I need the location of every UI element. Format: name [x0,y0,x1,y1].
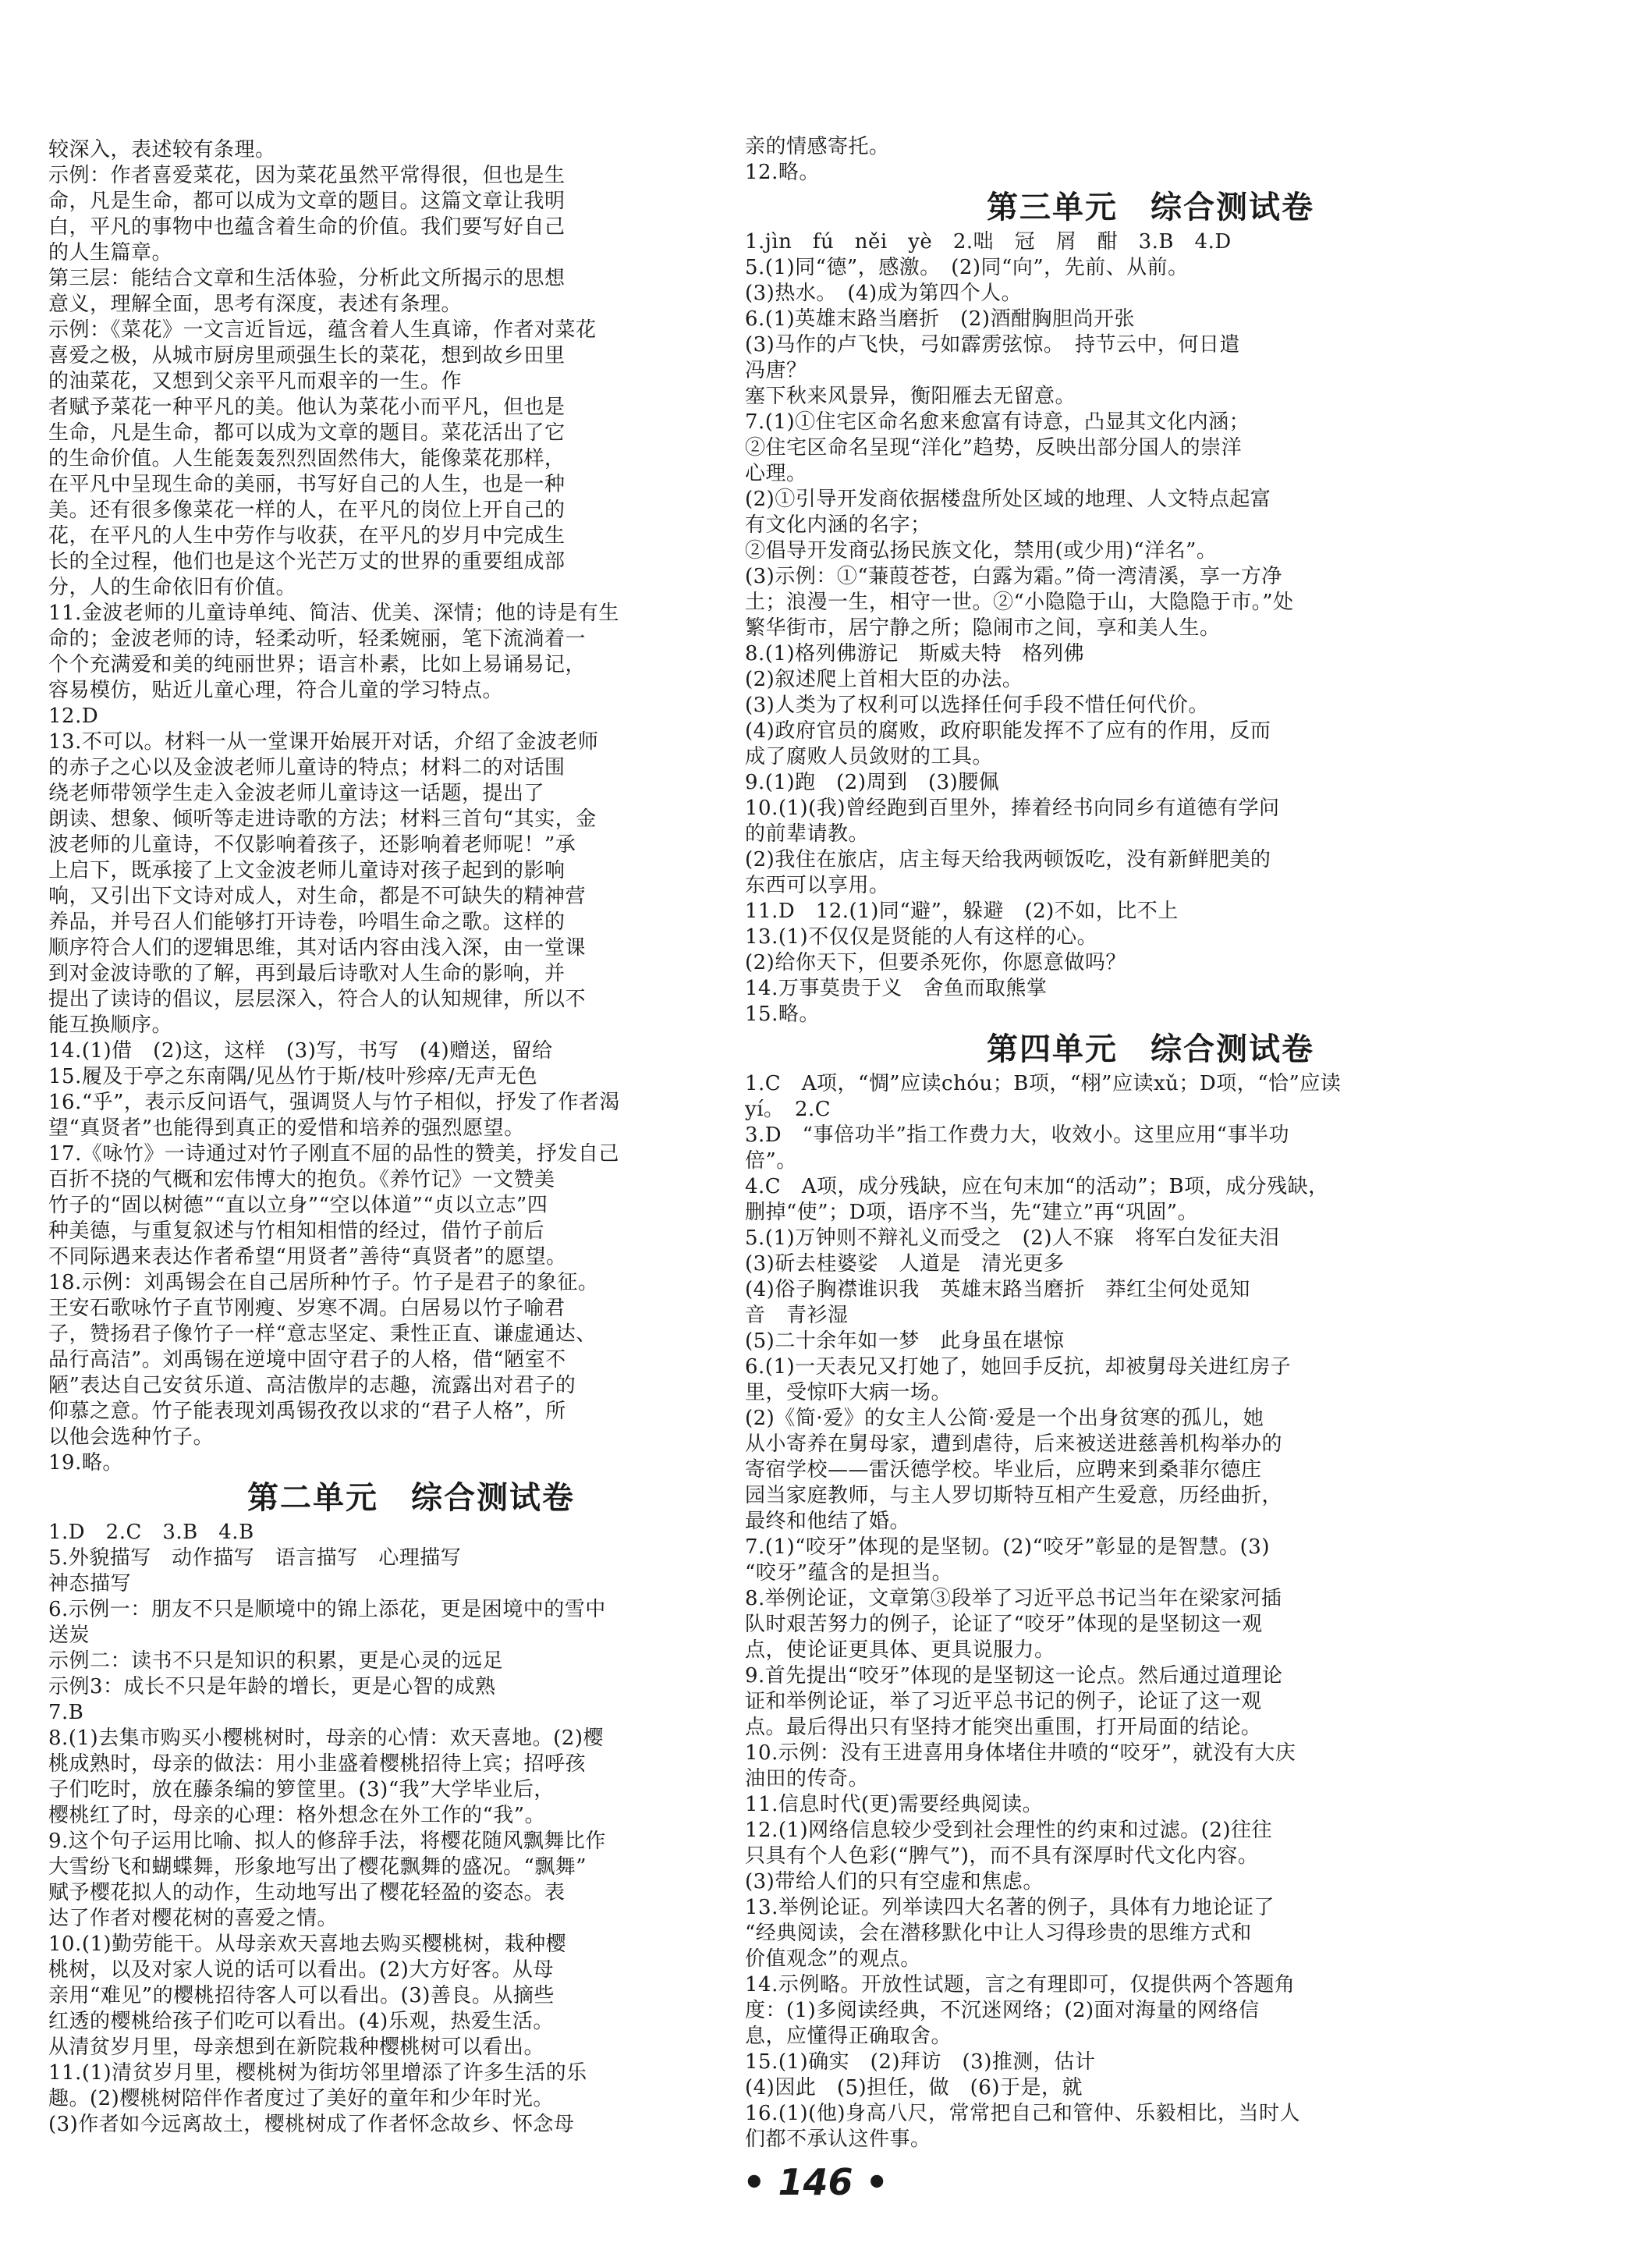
text-line: 白，平凡的事物中也蕴含着生命的价值。我们要写好自己 [48,215,566,239]
text-line: 百折不挠的气概和宏伟博大的抱负。《养竹记》一文赞美 [48,1168,555,1191]
text-line: 的油菜花，又想到父亲平凡而艰辛的一生。作 [48,370,463,393]
text-line: (2)给你天下，但要杀死你，你愿意做吗？ [745,951,1126,974]
text-line: ②倡导开发商弘扬民族文化，禁用(或少用)“洋名”。 [745,539,1218,563]
text-line: 8.(1)格列佛游记 斯威夫特 格列佛 [745,642,1085,665]
text-line: 第三层：能结合文章和生活体验，分析此文所揭示的思想 [48,267,566,290]
text-line: 价值观念”的观点。 [745,1947,921,1971]
text-line: 1.jìn fú něi yè 2.咄 冠 屑 酣 3.B 4.D [745,230,1232,254]
text-line: 从清贫岁月里，母亲想到在新院栽种樱桃树可以看出。 [48,2036,545,2059]
text-line: 示例3：成长不只是年龄的增长，更是心智的成熟 [48,1675,496,1698]
left-column [48,137,774,2138]
text-line: 的前辈请教。 [745,822,870,846]
text-line: 19.略。 [48,1451,123,1475]
text-line: 示例二：读书不只是知识的积累，更是心灵的远足 [48,1649,504,1673]
text-line: 15.略。 [745,1003,820,1026]
text-line: 13.举例论证。列举读四大名著的例子，具体有力地论证了 [745,1896,1275,1919]
text-line: 趣。(2)樱桃树陪伴作者度过了美好的童年和少年时光。 [48,2087,554,2110]
text-line: 神态描写 [48,1572,132,1595]
text-line: (4)政府官员的腐败，政府职能发挥不了应有的作用，反而 [745,719,1271,743]
text-line: 朗读、想象、倾听等走进诗歌的方法；材料三首句“其实，金 [48,807,597,831]
text-line: 11.D 12.(1)同“避”，躲避 (2)不如，比不上 [745,900,1179,923]
text-line: 在平凡中呈现生命的美丽，书写好自己的人生，也是一种 [48,473,566,496]
text-line: 子，赞扬君子像竹子一样“意志坚定、秉性正直、谦虚通达、 [48,1322,597,1346]
text-line: 竹子的“固以树德”“直以立身”“空以体道”“贞以立志”四 [48,1194,548,1217]
text-line: (3)斫去桂婆娑 人道是 清光更多 [745,1252,1065,1276]
text-line: 16.“乎”，表示反问语气，强调贤人与竹子相似，抒发了作者渴 [48,1091,620,1114]
text-line: (5)二十余年如一梦 此身虽在堪惊 [745,1329,1065,1353]
text-line: 仰慕之意。竹子能表现刘禹锡孜孜以求的“君子人格”，所 [48,1400,566,1423]
text-line: 从小寄养在舅母家，遭到虐待，后来被送进慈善机构举办的 [745,1432,1283,1456]
text-line: 3.D “事倍功半”指工作费力大，收效小。这里应用“事半功 [745,1123,1290,1147]
section-title: 第二单元 综合测试卷 [247,1480,575,1516]
text-line: (2)叙述爬上首相大臣的办法。 [745,668,1023,691]
text-line: 赋予樱花拟人的动作，生动地写出了樱花轻盈的姿态。表 [48,1881,566,1904]
text-line: 14.示例略。开放性试题，言之有理即可，仅提供两个答题角 [745,1973,1296,1996]
text-line: 10.示例：没有王进喜用身体堵住井喷的“咬牙”，就没有大庆 [745,1741,1296,1765]
text-line: (3)示例：①“蒹葭苍苍，白露为霜。”倚一湾清溪，享一方净 [745,565,1282,588]
text-line: 大雪纷飞和蝴蝶舞，形象地写出了樱花飘舞的盛况。“飘舞” [48,1855,587,1879]
text-line: 7.B [48,1701,84,1724]
text-line: 17.《咏竹》一诗通过对竹子刚直不屈的品性的赞美，抒发自己 [48,1142,619,1166]
text-line: 命的；金波老师的诗，轻柔动听，轻柔婉丽，笔下流淌着一 [48,627,587,651]
text-line: 亲用“难见”的樱桃招待客人可以看出。(3)善良。从摘些 [48,1984,555,2007]
text-line: 7.(1)“咬牙”体现的是坚韧。(2)“咬牙”彰显的是智慧。(3) [745,1535,1270,1559]
text-line: 土；浪漫一生，相守一世。②“小隐隐于山，大隐隐于市。”处 [745,591,1294,614]
text-line: 里，受惊吓大病一场。 [745,1381,952,1404]
text-line: (3)热水。 (4)成为第四个人。 [745,282,1023,305]
text-line: 上启下，既承接了上文金波老师儿童诗对孩子起到的影响 [48,859,566,882]
text-line: 美。还有很多像菜花一样的人，在平凡的岗位上开自己的 [48,499,566,522]
text-line: 命，凡是生命，都可以成为文章的题目。这篇文章让我明 [48,190,566,213]
text-line: 送炭 [48,1624,90,1647]
text-line: 寄宿学校——雷沃德学校。毕业后，应聘来到桑菲尔德庄 [745,1458,1262,1482]
text-line: 达了作者对樱花树的喜爱之情。 [48,1907,339,1930]
text-line: 王安石歌咏竹子直节刚瘦、岁寒不凋。白居易以竹子喻君 [48,1297,566,1320]
text-line: 点，使论证更具体、更具说服力。 [745,1638,1055,1662]
right-column [745,134,1556,2153]
text-line: 的赤子之心以及金波老师儿童诗的特点；材料二的对话围 [48,756,566,779]
text-line: (4)俗子胸襟谁识我 英雄末路当磨折 莽红尘何处觅知 [745,1278,1250,1301]
text-line: 11.(1)清贫岁月里，樱桃树为街坊邻里增添了许多生活的乐 [48,2061,587,2085]
text-line: 顺序符合人们的逻辑思维，其对话内容由浅入深，由一堂课 [48,936,587,960]
text-line: 提出了读诗的倡议，层层深入，符合人的认知规律，所以不 [48,988,587,1011]
text-line: 响，又引出下文诗对成人，对生命，都是不可缺失的精神营 [48,885,587,908]
text-line: 以他会选种竹子。 [48,1425,215,1449]
text-line: 意义，理解全面，思考有深度，表述有条理。 [48,293,463,316]
text-line: 10.(1)(我)曾经跑到百里外，捧着经书向同乡有道德有学问 [745,797,1280,820]
text-line: 6.示例一：朋友不只是顺境中的锦上添花，更是困境中的雪中 [48,1598,606,1621]
text-line: 12.(1)网络信息较少受到社会理性的约束和过滤。(2)往往 [745,1819,1273,1842]
text-line: 个个充满爱和美的纯丽世界；语言朴素，比如上易诵易记， [48,653,587,676]
text-line: 子们吃时，放在藤条编的箩筐里。(3)“我”大学毕业后， [48,1778,555,1801]
text-line: 4.C A项，成分残缺，应在句末加“的活动”；B项，成分残缺， [745,1175,1329,1198]
text-line: 6.(1)一天表兄又打她了，她回手反抗，却被舅母关进红房子 [745,1355,1292,1379]
text-line: (2)《简·爱》的女主人公简·爱是一个出身贫寒的孤儿，她 [745,1407,1264,1430]
text-line: 花，在平凡的人生中劳作与收获，在平凡的岁月中完成生 [48,524,566,548]
text-line: 塞下秋来风景异，衡阳雁去无留意。 [745,385,1076,408]
text-line: 9.(1)跑 (2)周到 (3)腰佩 [745,771,1000,794]
text-line: 点。最后得出只有坚持才能突出重围，打开局面的结论。 [745,1716,1262,1739]
text-line: 种美德，与重复叙述与竹相知相惜的经过，借竹子前后 [48,1219,545,1243]
text-line: 10.(1)勤劳能干。从母亲欢天喜地去购买樱桃树，栽种樱 [48,1933,567,1956]
text-line: 喜爱之极，从城市厨房里顽强生长的菜花，想到故乡田里 [48,344,566,367]
text-line: 18.示例：刘禹锡会在自己居所种竹子。竹子是君子的象征。 [48,1271,599,1294]
text-line: 只具有个人色彩(“脾气”)，而不具有深厚时代文化内容。 [745,1844,1259,1868]
text-line: 桃树，以及对家人说的话可以看出。(2)大方好客。从母 [48,1958,554,1982]
text-line: 9.首先提出“咬牙”体现的是坚韧这一论点。然后通过道理论 [745,1664,1283,1688]
text-line: 15.履及于亭之东南隅/见丛竹于斯/枝叶殄瘁/无声无色 [48,1065,538,1088]
text-line: 12.D [48,705,99,728]
text-line: 队时艰苦努力的例子，论证了“咬牙”体现的是坚韧这一观 [745,1613,1263,1636]
text-line: 心理。 [745,462,807,485]
text-line: ②住宅区命名呈现“洋化”趋势，反映出部分国人的崇洋 [745,436,1243,460]
text-line: 有文化内涵的名字； [745,513,931,537]
text-line: 15.(1)确实 (2)拜访 (3)推测，估计 [745,2050,1096,2074]
text-line: “经典阅读，会在潜移默化中让人习得珍贵的思维方式和 [745,1922,1252,1945]
text-line: 绕老师带领学生走入金波老师儿童诗这一话题，提出了 [48,782,545,805]
text-line: 到对金波诗歌的了解，再到最后诗歌对人生命的影响，并 [48,962,566,985]
text-line: 5.(1)万钟则不辩礼义而受之 (2)人不寐 将军白发征夫泪 [745,1226,1280,1250]
text-line: 生命，凡是生命，都可以成为文章的题目。菜花活出了它 [48,421,566,445]
text-line: 养品，并号召人们能够打开诗卷，吟唱生命之歌。这样的 [48,910,566,934]
text-line: 示例：作者喜爱菜花，因为菜花虽然平常得很，但也是生 [48,164,566,187]
text-line: 的生命价值。人生能轰轰烈烈固然伟大，能像菜花那样， [48,447,566,470]
text-line: 倍”。 [745,1149,797,1173]
text-line: 东西可以享用。 [745,874,890,897]
text-line: 的人生篇章。 [48,241,173,264]
text-line: 分，人的生命依旧有价值。 [48,576,297,599]
text-line: 冯唐？ [745,359,807,382]
text-line: 12.略。 [745,161,820,184]
text-line: (4)因此 (5)担任，做 (6)于是，就 [745,2076,1083,2099]
page-number: • 146 • [743,2161,888,2203]
text-line: (2)我住在旅店，店主每天给我两顿饭吃，没有新鲜肥美的 [745,848,1271,871]
text-line: 较深入，表述较有条理。 [48,138,276,161]
text-line: 11.信息时代(更)需要经典阅读。 [745,1793,1044,1816]
text-line: 8.(1)去集市购买小樱桃树时，母亲的心情：欢天喜地。(2)樱 [48,1727,604,1750]
text-line: 樱桃红了时，母亲的心理：格外想念在外工作的“我”。 [48,1804,546,1827]
text-line: 陋”表达自己安贫乐道、高洁傲岸的志趣，流露出对君子的 [48,1374,576,1397]
text-line: 7.(1)①住宅区命名愈来愈富有诗意，凸显其文化内涵； [745,410,1250,434]
text-line: 油田的传奇。 [745,1767,870,1791]
text-line: 品行高洁”。刘禹锡在逆境中固守君子的人格，借“陋室不 [48,1348,566,1372]
text-line: 度：(1)多阅读经典，不沉迷网络；(2)面对海量的网络信 [745,1999,1260,2022]
text-line: 成了腐败人员敛财的工具。 [745,745,994,768]
text-line: 能互换顺序。 [48,1013,173,1037]
text-line: 5.(1)同“德”，感激。 (2)同“向”，先前、从前。 [745,256,1189,279]
text-line: 1.D 2.C 3.B 4.B [48,1521,254,1544]
text-line: “咬牙”蕴含的是担当。 [745,1561,953,1585]
text-line: (3)马作的卢飞快，弓如霹雳弦惊。 持节云中，何日遣 [745,333,1240,357]
text-line: (2)①引导开发商依据楼盘所处区域的地理、人文特点起富 [745,488,1271,511]
text-line: 亲的情感寄托。 [745,135,890,158]
text-line: 波老师的儿童诗，不仅影响着孩子，还影响着老师呢！”承 [48,833,576,857]
text-line: 红透的樱桃给孩子们吃可以看出。(4)乐观，热爱生活。 [48,2010,554,2033]
text-line: (3)人类为了权利可以选择任何手段不惜任何代价。 [745,694,1209,717]
text-line: 繁华街市，居宁静之所；隐闹市之间，享和美人生。 [745,616,1221,640]
text-line: 删掉“使”；D项，语序不当，先“建立”再“巩固”。 [745,1201,1199,1224]
text-line: 园当家庭教师，与主人罗切斯特互相产生爱意，历经曲折， [745,1484,1283,1507]
text-line: 13.(1)不仅仅是贤能的人有这样的心。 [745,925,1098,949]
text-line: (3)带给人们的只有空虚和焦虑。 [745,1870,1044,1894]
text-line: 们都不承认这件事。 [745,2128,931,2151]
text-line: 8.举例论证，文章第③段举了习近平总书记当年在梁家河插 [745,1587,1282,1610]
text-line: 证和举例论证，举了习近平总书记的例子，论证了这一观 [745,1690,1262,1713]
text-line: 1.C A项，“惆”应读chóu；B项，“栩”应读xǔ；D项，“恰”应读 [745,1072,1342,1095]
text-line: 最终和他结了婚。 [745,1510,911,1533]
text-line: 9.这个句子运用比喻、拟人的修辞手法，将樱花随风飘舞比作 [48,1830,606,1853]
text-line: 16.(1)(他)身高八尺，常常把自己和管仲、乐毅相比，当时人 [745,2102,1300,2125]
text-line: 长的全过程，他们也是这个光芒万丈的世界的重要组成部 [48,550,566,573]
text-line: 音 青衫湿 [745,1304,849,1327]
text-line: 桃成熟时，母亲的做法：用小韭盛着樱桃招待上宾；招呼孩 [48,1752,587,1776]
text-line: 11.金波老师的儿童诗单纯、简洁、优美、深情；他的诗是有生 [48,602,619,625]
text-line: (3)作者如今远离故土，樱桃树成了作者怀念故乡、怀念母 [48,2113,575,2136]
text-line: 息，应懂得正确取舍。 [745,2025,952,2048]
section-title: 第四单元 综合测试卷 [987,1031,1314,1067]
text-line: 不同际遇来表达作者希望“用贤者”善待“真贤者”的愿望。 [48,1245,567,1269]
text-line: 容易模仿，贴近儿童心理，符合儿童的学习特点。 [48,679,504,702]
text-line: 望“真贤者”也能得到真正的爱惜和培养的强烈愿望。 [48,1116,525,1140]
text-line: 14.万事莫贵于义 舍鱼而取熊掌 [745,977,1048,1000]
text-line: 5.外貌描写 动作描写 语言描写 心理描写 [48,1546,462,1570]
text-line: yí。 2.C [745,1098,831,1121]
text-line: 6.(1)英雄末路当磨折 (2)酒酣胸胆尚开张 [745,307,1135,331]
section-title: 第三单元 综合测试卷 [987,190,1314,225]
text-line: 14.(1)借 (2)这，这样 (3)写，书写 (4)赠送，留给 [48,1039,553,1063]
text-line: 者赋予菜花一种平凡的美。他认为菜花小而平凡，但也是 [48,396,566,419]
text-line: 示例：《菜花》一文言近旨远，蕴含着人生真谛，作者对菜花 [48,318,597,342]
text-line: 13.不可以。材料一从一堂课开始展开对话，介绍了金波老师 [48,730,599,754]
